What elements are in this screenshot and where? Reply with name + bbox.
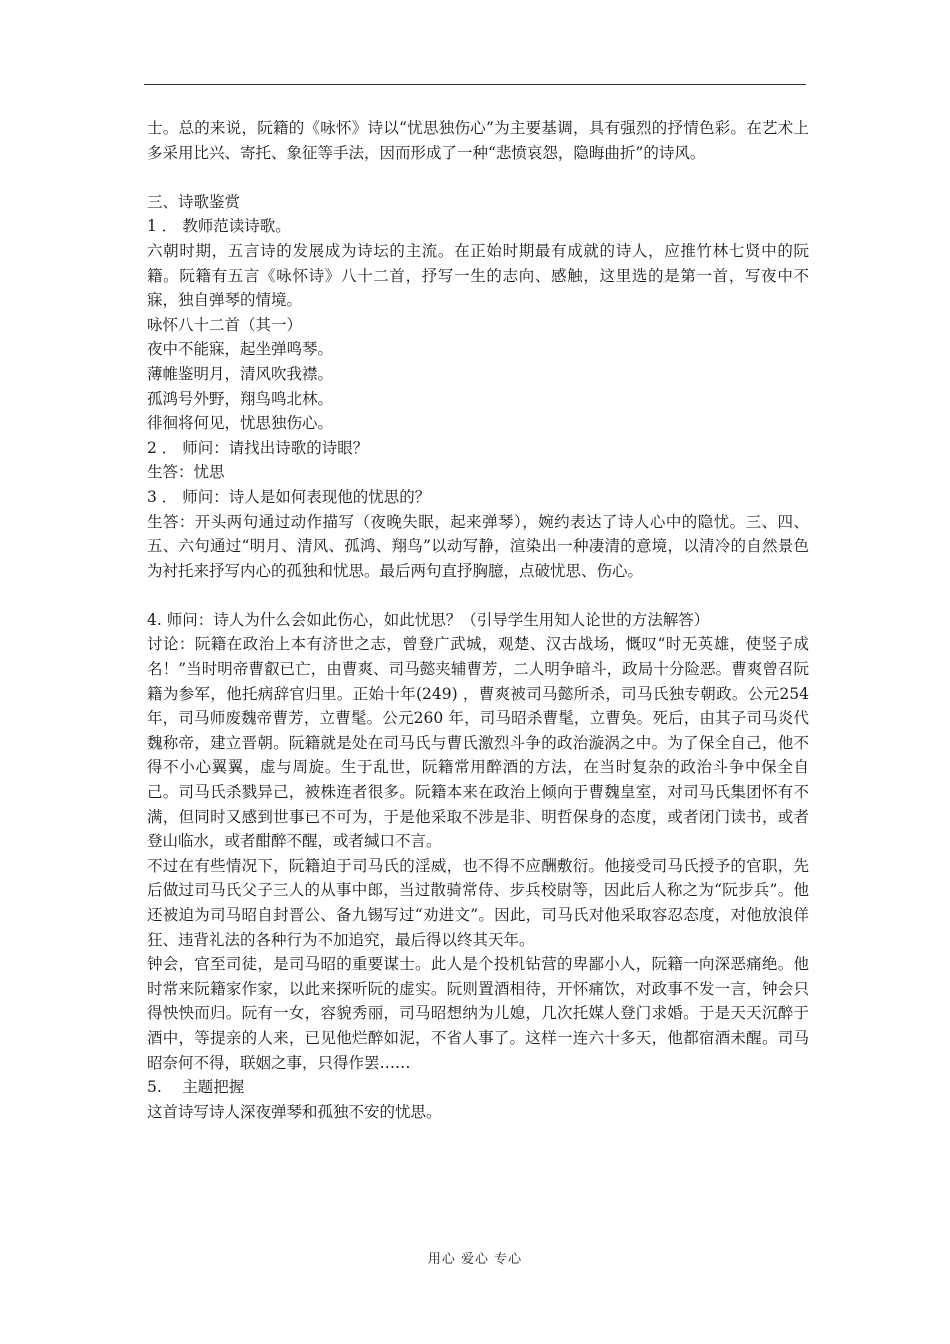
poem-line: 徘徊将何见，忧思独伤心。 <box>147 414 334 433</box>
discussion-paragraph: 不过在有些情况下，阮籍迫于司马氏的淫威，也不得不应酬敷衍。他接受司马氏授予的官职，先后做过司马氏父子三人的从事中郎，当过散骑常侍、步兵校尉等，因此后人称之为“阮步兵”。他还被迫为司马昭自封晋公、备九锡写过“劝进文”。因此，司马氏对他采取容忍态度，对他放浪佯狂、违背礼法的各种行为不加追究，最后得以终其天年。 <box>147 856 809 949</box>
header-rule <box>144 84 806 85</box>
question-3: 3 ． 师问：诗人是如何表现他的忧思的？ <box>147 487 431 506</box>
step-5-heading: 5. 主题把握 <box>147 1078 245 1097</box>
paragraph-intro: 士。总的来说，阮籍的《咏怀》诗以“忧思独伤心”为主要基调，具有强烈的抒情色彩。在艺术上多采用比兴、寄托、象征等手法，因而形成了一种“悲愤哀怨，隐晦曲折”的诗风。 <box>147 119 809 162</box>
blank-line <box>147 583 809 608</box>
blank-line <box>147 165 809 190</box>
discussion-paragraph: 讨论：阮籍在政治上本有济世之志，曾登广武城，观楚、汉古战场，慨叹“时无英雄，使竖子成名！”当时明帝曹叡已亡，由曹爽、司马懿夹辅曹芳，二人明争暗斗，政局十分险恶。曹爽曾召阮籍为参军，他托病辞官归里。正始十年(249) ，曹爽被司马懿所杀，司马氏独专朝政。公元254 年，司马师废魏帝曹芳，立曹髦。公元260 年，司马昭杀曹髦，立曹奂。死后，由其子司马炎代魏称帝，建立晋朝。阮籍就是处在司马氏与曹氏激烈斗争的政治漩涡之中。为了保全自己，他不得不小心翼翼，虚与周旋。生于乱世，阮籍常用醉酒的方法，在当时复杂的政治斗争中保全自己。司马氏杀戮异己，被株连者很多。阮籍本来在政治上倾向于曹魏皇室，对司马氏集团怀有不满，但同时又感到世事已不可为，于是他采取不涉是非、明哲保身的态度，或者闭门读书，或者登山临水，或者酣醉不醒，或者缄口不言。 <box>147 635 809 851</box>
document-body <box>147 116 809 1124</box>
theme-summary: 这首诗写诗人深夜弹琴和孤独不安的忧思。 <box>147 1102 442 1121</box>
poem-title: 咏怀八十二首（其一） <box>147 315 303 334</box>
question-4: 4. 师问：诗人为什么会如此伤心，如此忧思？（引导学生用知人论世的方法解答） <box>147 610 710 629</box>
poem-line: 夜中不能寐，起坐弹鸣琴。 <box>147 340 334 359</box>
paragraph-background: 六朝时期，五言诗的发展成为诗坛的主流。在正始时期最有成就的诗人，应推竹林七贤中的阮籍。阮籍有五言《咏怀诗》八十二首，抒写一生的志向、感触，这里选的是第一首，写夜中不寐，独自弹琴的情境。 <box>147 241 809 310</box>
step-1-heading: 1 ． 教师范读诗歌。 <box>147 217 291 236</box>
question-2: 2 ． 师问：请找出诗歌的诗眼？ <box>147 438 369 457</box>
poem-line: 薄帷鉴明月，清风吹我襟。 <box>147 364 334 383</box>
answer-3: 生答：开头两句通过动作描写（夜晚失眠，起来弹琴），婉约表达了诗人心中的隐忧。三、四、五、六句通过“明月、清风、孤鸿、翔鸟”以动写静，渲染出一种凄清的意境，以清冷的自然景色为衬托来抒写内心的孤独和忧思。最后两句直抒胸臆，点破忧思、伤心。 <box>147 512 809 580</box>
answer-2: 生答：忧思 <box>147 463 225 482</box>
page-footer: 用心 爱心 专心 <box>427 1252 523 1267</box>
poem-line: 孤鸿号外野，翔鸟鸣北林。 <box>147 389 334 408</box>
discussion-paragraph: 钟会，官至司徒，是司马昭的重要谋士。此人是个投机钻营的卑鄙小人，阮籍一向深恶痛绝。他时常来阮籍家作家，以此来探听阮的虚实。阮则置酒相待，开怀痛饮，对政事不发一言，钟会只得怏怏而归。阮有一女，容貌秀丽，司马昭想纳为儿媳，几次托媒人登门求婚。于是天天沉醉于酒中，等提亲的人来，已见他烂醉如泥，不省人事了。这样一连六十多天，他都宿酒未醒。司马昭奈何不得，联姻之事，只得作罢…… <box>147 955 809 1072</box>
section-heading: 三、诗歌鉴赏 <box>147 192 241 211</box>
